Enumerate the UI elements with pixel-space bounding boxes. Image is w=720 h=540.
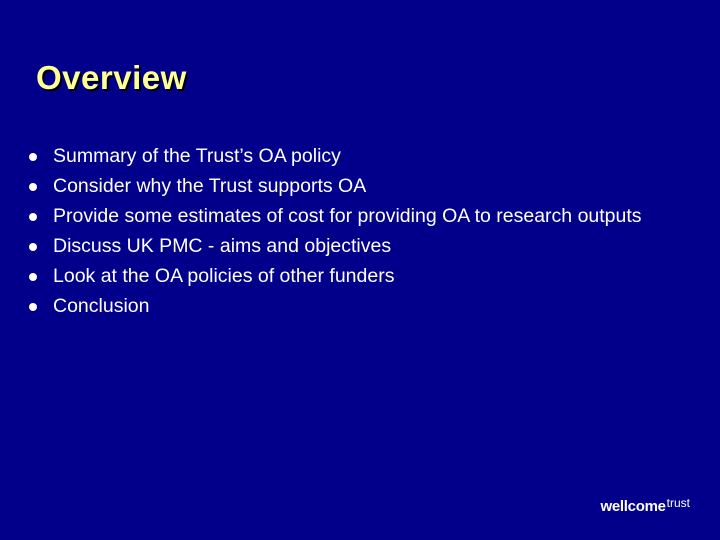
bullet-item [28,294,678,318]
bullet-item [28,174,678,198]
bullet-dot-icon [29,153,37,161]
bullet-dot-icon [29,243,37,251]
bullet-dot-icon [29,273,37,281]
bullet-text: Discuss UK PMC - aims and objectives [53,235,392,257]
bullet-dot-icon [29,183,37,191]
logo-wordmark-light: trust [666,496,690,510]
bullet-item [28,204,678,228]
slide-title: Overview [36,59,187,96]
bullet-text: Summary of the Trust’s OA policy [53,145,341,167]
bullet-item [28,234,678,258]
bullet-dot-icon [29,213,37,221]
bullet-list [28,144,678,324]
bullet-item [28,144,678,168]
bullet-text: Provide some estimates of cost for providing OA to research outputs [53,205,642,227]
bullet-text: Conclusion [53,295,150,317]
wellcome-trust-logo [601,498,690,516]
bullet-dot-icon [29,303,37,311]
bullet-item [28,264,678,288]
logo-wordmark-bold: wellcome [600,498,666,515]
bullet-text: Consider why the Trust supports OA [53,175,367,197]
bullet-text: Look at the OA policies of other funders [53,265,395,287]
